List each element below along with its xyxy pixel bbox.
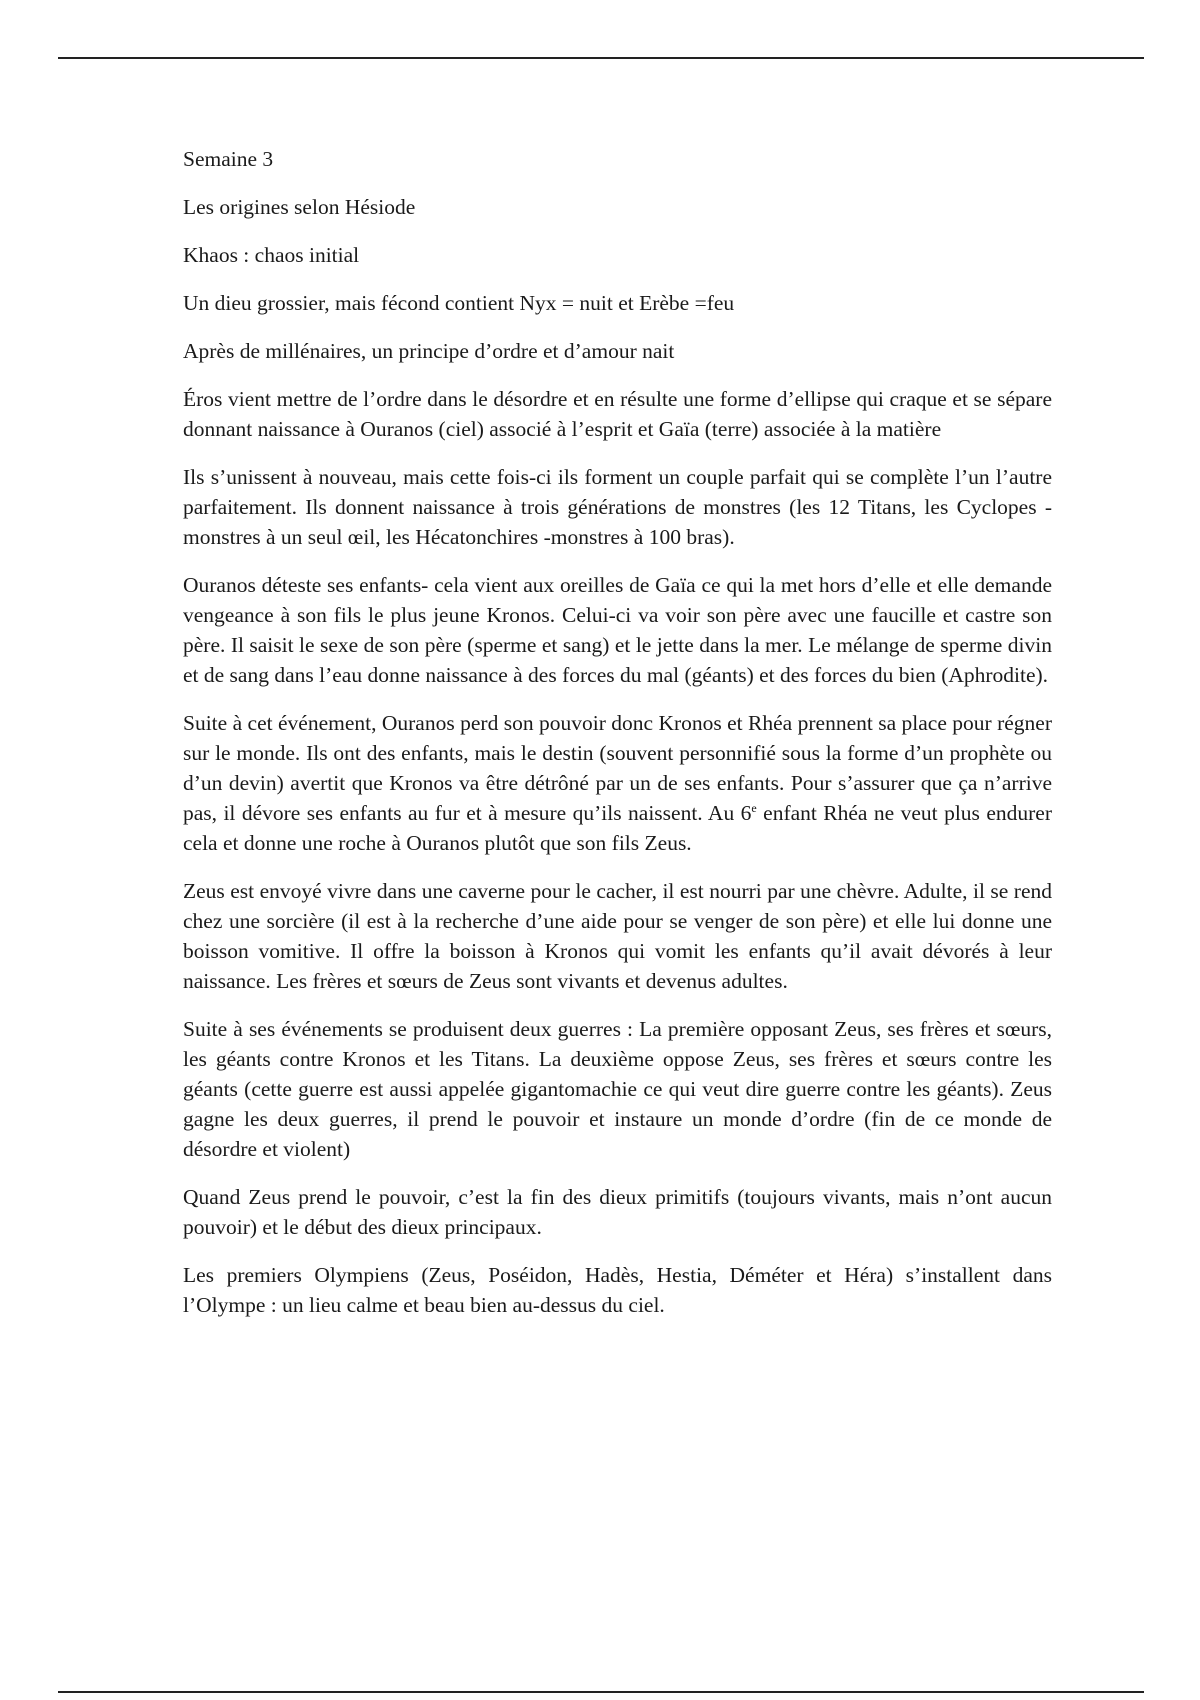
superscript: e: [751, 800, 757, 815]
paragraph: Un dieu grossier, mais fécond contient Nyx = nuit et Erèbe =feu: [183, 291, 735, 315]
paragraph: Zeus est envoyé vivre dans une caverne pour le cacher, il est nourri par une chèvre. Adulte, il se rend chez une sorcière (il est à la recherche d’une aide pour se venger de son père) et elle lui donne une boisson vomitive. Il offre la boisson à Kronos qui vomit les enfants qu’il avait dévorés à leur naissance. Les frères et sœurs de Zeus sont vivants et devenus adultes.: [183, 879, 1052, 993]
paragraph: Khaos : chaos initial: [183, 243, 360, 267]
paragraph: Ils s’unissent à nouveau, mais cette fois-ci ils forment un couple parfait qui se complète l’un l’autre parfaitement. Ils donnent naissance à trois générations de monstres (les 12 Titans, les Cyclopes -monstres à un seul œil, les Hécatonchires -monstres à 100 bras).: [183, 465, 1052, 549]
document-body: [183, 144, 1052, 1338]
paragraph: Suite à ses événements se produisent deux guerres : La première opposant Zeus, ses frères et sœurs, les géants contre Kronos et les Titans. La deuxième oppose Zeus, ses frères et sœurs contre les géants (cette guerre est aussi appelée gigantomachie ce qui veut dire guerre contre les géants). Zeus gagne les deux guerres, il prend le pouvoir et instaure un monde d’ordre (fin de ce monde de désordre et violent): [183, 1017, 1052, 1161]
week-heading: Semaine 3: [183, 147, 274, 171]
paragraph: Éros vient mettre de l’ordre dans le désordre et en résulte une forme d’ellipse qui craque et se sépare donnant naissance à Ouranos (ciel) associé à l’esprit et Gaïa (terre) associée à la matière: [183, 387, 1052, 441]
paragraph: Après de millénaires, un principe d’ordre et d’amour nait: [183, 339, 675, 363]
paragraph-text: enfant Rhéa ne veut plus endurer cela et donne une roche à Ouranos plutôt que son fils Zeus.: [183, 801, 1052, 855]
section-title: Les origines selon Hésiode: [183, 195, 416, 219]
header-rule: [58, 57, 1144, 59]
paragraph: Les premiers Olympiens (Zeus, Poséidon, Hadès, Hestia, Déméter et Héra) s’installent dans l’Olympe : un lieu calme et beau bien au-dessus du ciel.: [183, 1263, 1052, 1317]
paragraph: Ouranos déteste ses enfants- cela vient aux oreilles de Gaïa ce qui la met hors d’elle et elle demande vengeance à son fils le plus jeune Kronos. Celui-ci va voir son père avec une faucille et castre son père. Il saisit le sexe de son père (sperme et sang) et le jette dans la mer. Le mélange de sperme divin et de sang dans l’eau donne naissance à des forces du mal (géants) et des forces du bien (Aphrodite).: [183, 573, 1052, 687]
paragraph: [183, 708, 1052, 858]
footer-rule: [58, 1691, 1144, 1693]
paragraph: Quand Zeus prend le pouvoir, c’est la fin des dieux primitifs (toujours vivants, mais n’ont aucun pouvoir) et le début des dieux principaux.: [183, 1185, 1052, 1239]
paragraph-text: Suite à cet événement, Ouranos perd son pouvoir donc Kronos et Rhéa prennent sa place pour régner sur le monde. Ils ont des enfants, mais le destin (souvent personnifié sous la forme d’un prophète ou d’un devin) avertit que Kronos va être détrôné par un de ses enfants. Pour s’assurer que ça n’arrive pas, il dévore ses enfants au fur et à mesure qu’ils naissent. Au 6: [183, 711, 1052, 825]
